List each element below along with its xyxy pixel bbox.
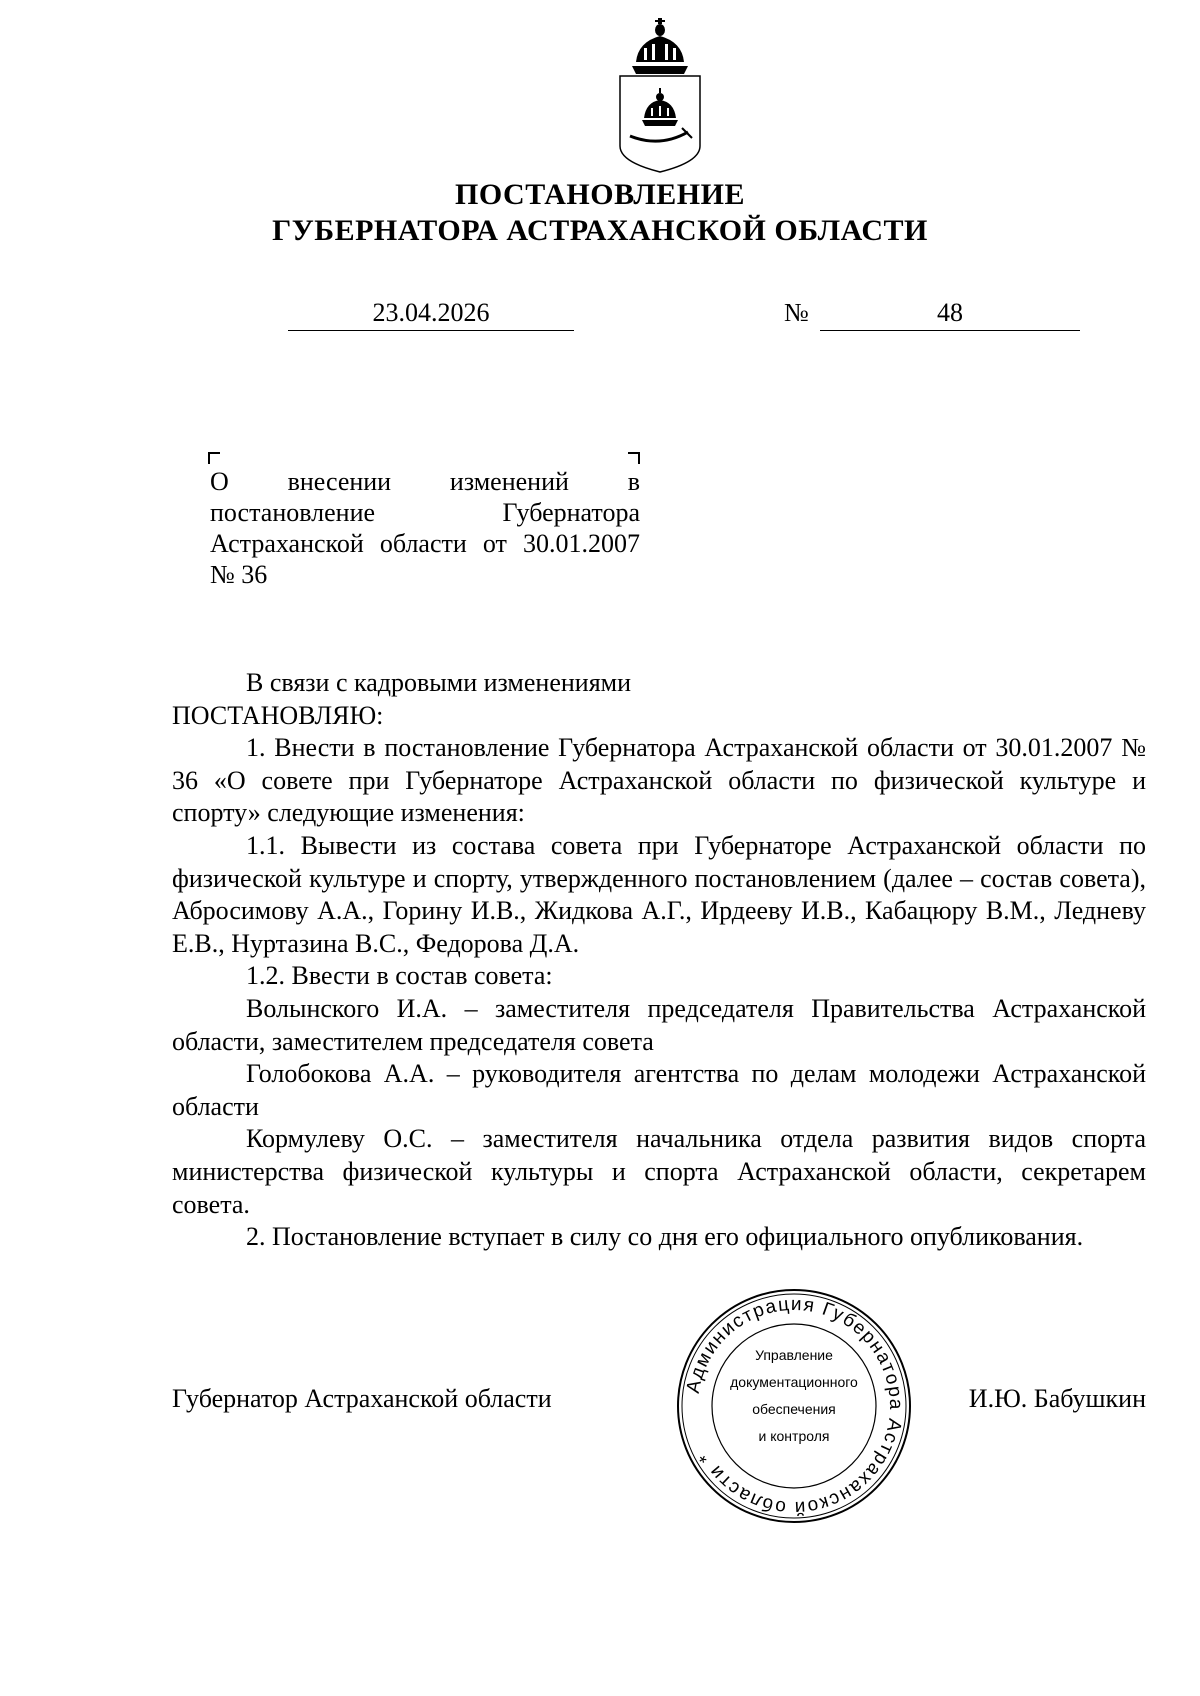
subject-corner-right <box>628 452 640 464</box>
document-subject: О внесении изменений в постановление Губернатора Астраханской области от 30.01.2007 № 36 <box>210 467 640 589</box>
document-date: 23.04.2026 <box>288 296 574 331</box>
seal-line: обеспечения <box>752 1401 836 1417</box>
document-body <box>172 667 1146 1254</box>
body-paragraph: 1.1. Вывести из состава совета при Губернаторе Астраханской области по физической культуре и спорту, утвержденного постановлением (далее – состав совета), Абросимову А.А., Горину И.В., Жидкова А.Г., Ирдееву И.В., Кабацюру В.М., Ледневу Е.В., Нуртазина В.С., Федорова Д.А. <box>172 830 1146 958</box>
document-number: 48 <box>820 296 1080 331</box>
seal-center-text <box>710 1342 878 1450</box>
body-paragraph: 1. Внести в постановление Губернатора Астраханской области от 30.01.2007 № 36 «О совете при Губернаторе Астраханской области по физической культуре и спорту» следующие изменения: <box>172 733 1146 828</box>
signatory-position: Губернатор Астраханской области <box>172 1384 552 1413</box>
body-paragraph: В связи с кадровыми изменениями <box>246 668 632 697</box>
body-paragraph: Кормулеву О.С. – заместителя начальника отдела развития видов спорта министерства физической культуры и спорта Астраханской области, секретарем совета. <box>172 1124 1146 1219</box>
seal-line: и контроля <box>758 1428 830 1444</box>
number-label: № <box>784 298 809 327</box>
body-paragraph: Голобокова А.А. – руководителя агентства по делам молодежи Астраханской области <box>172 1059 1146 1121</box>
seal-line: Управление <box>755 1347 833 1363</box>
body-paragraph: 1.2. Ввести в состав совета: <box>246 961 553 991</box>
body-paragraph: Волынского И.А. – заместителя председателя Правительства Астраханской области, заместителем председателя совета <box>172 993 1146 1056</box>
subject-corner-left <box>208 452 220 464</box>
body-paragraph: ПОСТАНОВЛЯЮ: <box>172 700 384 730</box>
document-issuer: ГУБЕРНАТОРА АСТРАХАНСКОЙ ОБЛАСТИ <box>272 214 928 247</box>
signatory-name: И.Ю. Бабушкин <box>968 1384 1146 1413</box>
document-title: ПОСТАНОВЛЕНИЕ <box>455 178 745 211</box>
body-paragraph: 2. Постановление вступает в силу со дня его официального опубликования. <box>246 1222 1084 1252</box>
official-seal <box>674 1286 914 1526</box>
coat-of-arms-emblem <box>614 18 706 174</box>
seal-line: документационного <box>730 1374 858 1390</box>
seal-ring-text: Администрация Губернатора Астраханской области * <box>682 1293 907 1519</box>
